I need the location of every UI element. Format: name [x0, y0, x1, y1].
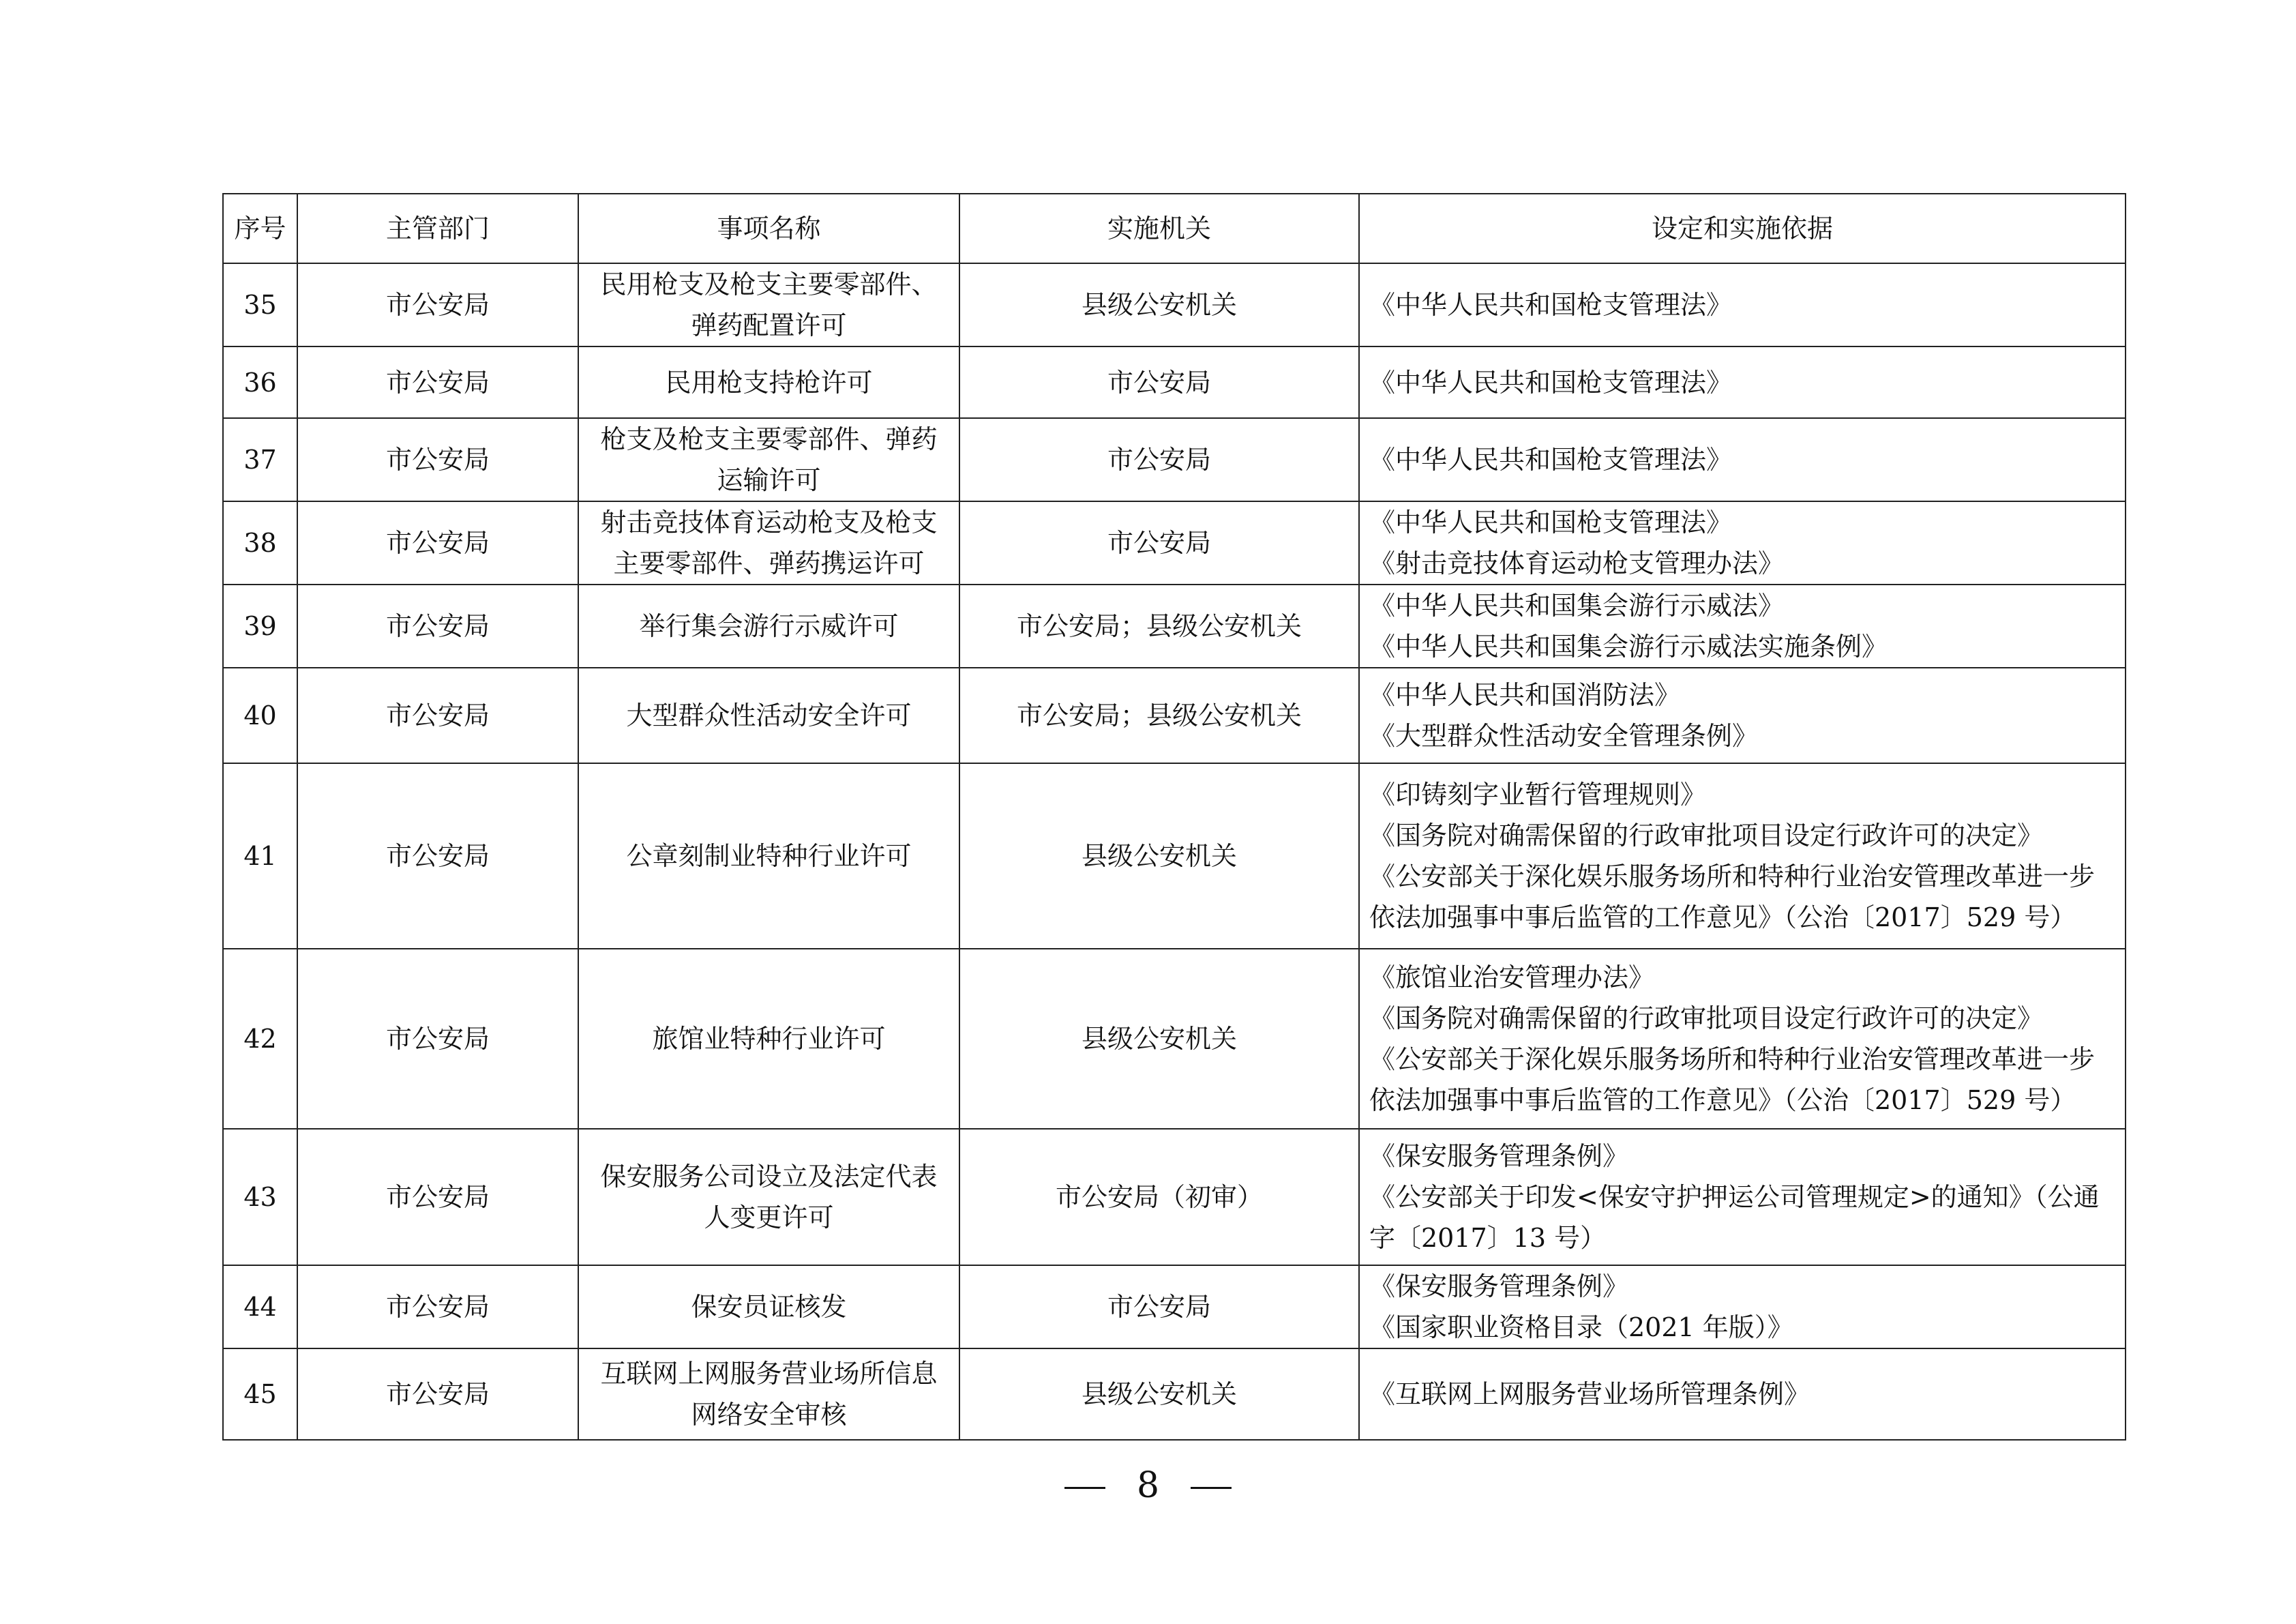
- cell-basis: [1359, 501, 2126, 585]
- cell-dept: 市公安局: [297, 585, 578, 668]
- cell-item: [578, 1265, 959, 1348]
- cell-agency: 县级公安机关: [959, 949, 1359, 1129]
- table-row: [223, 263, 2126, 346]
- cell-basis-line: 《国家职业资格目录（2021 年版）》: [1369, 1312, 1793, 1342]
- cell-basis-line: 《公安部关于深化娱乐服务场所和特种行业治安管理改革进一步: [1369, 1044, 2096, 1074]
- table-row: [223, 1265, 2126, 1348]
- cell-basis-line: 《射击竞技体育运动枪支管理办法》: [1369, 548, 1785, 578]
- cell-no: 39: [223, 585, 297, 668]
- cell-no: 45: [223, 1348, 297, 1440]
- cell-agency: 市公安局: [959, 346, 1359, 418]
- cell-no: 42: [223, 949, 297, 1129]
- header-agency: 实施机关: [959, 194, 1359, 263]
- cell-basis-line: 《公安部关于深化娱乐服务场所和特种行业治安管理改革进一步: [1369, 861, 2096, 891]
- cell-agency: 县级公安机关: [959, 263, 1359, 346]
- cell-basis: [1359, 418, 2126, 501]
- cell-dept: 市公安局: [297, 1129, 578, 1265]
- cell-basis-line: 《印铸刻字业暂行管理规则》: [1369, 780, 1707, 810]
- cell-no: 38: [223, 501, 297, 585]
- cell-item-line: 人变更许可: [704, 1202, 834, 1232]
- cell-agency: 市公安局: [959, 501, 1359, 585]
- cell-item: [578, 763, 959, 949]
- cell-item-line: 保安员证核发: [691, 1292, 847, 1322]
- cell-basis-line: 《保安服务管理条例》: [1369, 1141, 1629, 1171]
- cell-basis-line: 《国务院对确需保留的行政审批项目设定行政许可的决定》: [1369, 821, 2044, 851]
- cell-item-line: 旅馆业特种行业许可: [652, 1024, 886, 1054]
- cell-agency: 市公安局: [959, 1265, 1359, 1348]
- cell-dept: 市公安局: [297, 1348, 578, 1440]
- cell-dept: 市公安局: [297, 418, 578, 501]
- cell-dept: 市公安局: [297, 346, 578, 418]
- table-row: [223, 418, 2126, 501]
- cell-basis: [1359, 1348, 2126, 1440]
- cell-basis: [1359, 1265, 2126, 1348]
- cell-item-line: 枪支及枪支主要零部件、弹药: [600, 424, 938, 454]
- cell-basis-line: 《大型群众性活动安全管理条例》: [1369, 721, 1759, 751]
- cell-no: 36: [223, 346, 297, 418]
- cell-item: [578, 263, 959, 346]
- permit-table: [222, 193, 2126, 1441]
- cell-basis-line: 《中华人民共和国枪支管理法》: [1369, 445, 1733, 475]
- cell-basis-line: 《国务院对确需保留的行政审批项目设定行政许可的决定》: [1369, 1003, 2044, 1033]
- cell-basis-line: 依法加强事中事后监管的工作意见》（公治〔2017〕529 号）: [1369, 1085, 2076, 1115]
- cell-basis: [1359, 668, 2126, 763]
- table-row: [223, 501, 2126, 585]
- cell-item: [578, 585, 959, 668]
- cell-basis-line: 依法加强事中事后监管的工作意见》（公治〔2017〕529 号）: [1369, 902, 2076, 932]
- cell-dept: 市公安局: [297, 501, 578, 585]
- cell-basis: [1359, 585, 2126, 668]
- cell-basis-line: 《中华人民共和国枪支管理法》: [1369, 507, 1733, 537]
- cell-basis-line: 《公安部关于印发<保安守护押运公司管理规定>的通知》（公通: [1369, 1182, 2100, 1212]
- cell-dept: 市公安局: [297, 668, 578, 763]
- cell-item: [578, 1129, 959, 1265]
- cell-no: 41: [223, 763, 297, 949]
- cell-basis-line: 《中华人民共和国枪支管理法》: [1369, 367, 1733, 398]
- cell-no: 40: [223, 668, 297, 763]
- cell-item-line: 弹药配置许可: [691, 310, 847, 340]
- cell-item: [578, 1348, 959, 1440]
- cell-basis-line: 《中华人民共和国消防法》: [1369, 680, 1681, 710]
- cell-item-line: 民用枪支及枪支主要零部件、: [600, 269, 938, 299]
- cell-item-line: 主要零部件、弹药携运许可: [613, 548, 925, 578]
- cell-agency: 市公安局；县级公安机关: [959, 668, 1359, 763]
- cell-agency: 县级公安机关: [959, 1348, 1359, 1440]
- cell-basis-line: 字〔2017〕13 号）: [1369, 1223, 1607, 1253]
- cell-item: [578, 418, 959, 501]
- cell-no: 44: [223, 1265, 297, 1348]
- page-number: 8: [1136, 1465, 1160, 1506]
- header-no: 序号: [223, 194, 297, 263]
- table-row: [223, 1348, 2126, 1440]
- page-footer: [0, 1465, 2296, 1506]
- cell-basis-line: 《中华人民共和国集会游行示威法》: [1369, 591, 1785, 621]
- cell-agency: 市公安局；县级公安机关: [959, 585, 1359, 668]
- cell-item: [578, 501, 959, 585]
- cell-dept: 市公安局: [297, 949, 578, 1129]
- table-header-row: [223, 194, 2126, 263]
- cell-no: 37: [223, 418, 297, 501]
- cell-item: [578, 346, 959, 418]
- cell-item-line: 射击竞技体育运动枪支及枪支: [600, 507, 938, 537]
- cell-item-line: 大型群众性活动安全许可: [626, 700, 912, 730]
- table-row: [223, 346, 2126, 418]
- cell-dept: 市公安局: [297, 263, 578, 346]
- cell-item-line: 保安服务公司设立及法定代表: [600, 1162, 938, 1192]
- cell-item-line: 网络安全审核: [691, 1400, 847, 1430]
- table-row: [223, 1129, 2126, 1265]
- cell-basis-line: 《中华人民共和国枪支管理法》: [1369, 290, 1733, 320]
- table-row: [223, 949, 2126, 1129]
- cell-item-line: 民用枪支持枪许可: [665, 367, 873, 398]
- cell-item-line: 举行集会游行示威许可: [639, 611, 899, 641]
- cell-item: [578, 668, 959, 763]
- cell-item-line: 互联网上网服务营业场所信息: [600, 1359, 938, 1389]
- cell-basis: [1359, 346, 2126, 418]
- table-row: [223, 668, 2126, 763]
- cell-basis-line: 《旅馆业治安管理办法》: [1369, 962, 1655, 992]
- cell-basis-line: 《中华人民共和国集会游行示威法实施条例》: [1369, 632, 1888, 662]
- cell-dept: 市公安局: [297, 763, 578, 949]
- cell-basis: [1359, 949, 2126, 1129]
- cell-item-line: 公章刻制业特种行业许可: [626, 841, 912, 871]
- footer-dash-right: [1191, 1487, 1232, 1489]
- cell-item: [578, 949, 959, 1129]
- cell-basis: [1359, 1129, 2126, 1265]
- header-item: 事项名称: [578, 194, 959, 263]
- table-body: [223, 263, 2126, 1440]
- cell-dept: 市公安局: [297, 1265, 578, 1348]
- cell-no: 43: [223, 1129, 297, 1265]
- cell-basis: [1359, 263, 2126, 346]
- header-basis: 设定和实施依据: [1359, 194, 2126, 263]
- cell-basis: [1359, 763, 2126, 949]
- cell-agency: 市公安局: [959, 418, 1359, 501]
- cell-agency: 县级公安机关: [959, 763, 1359, 949]
- cell-agency: 市公安局（初审）: [959, 1129, 1359, 1265]
- footer-dash-left: [1064, 1487, 1105, 1489]
- table-row: [223, 585, 2126, 668]
- table-row: [223, 763, 2126, 949]
- cell-basis-line: 《保安服务管理条例》: [1369, 1271, 1629, 1301]
- cell-basis-line: 《互联网上网服务营业场所管理条例》: [1369, 1379, 1810, 1409]
- cell-item-line: 运输许可: [717, 465, 821, 495]
- cell-no: 35: [223, 263, 297, 346]
- header-dept: 主管部门: [297, 194, 578, 263]
